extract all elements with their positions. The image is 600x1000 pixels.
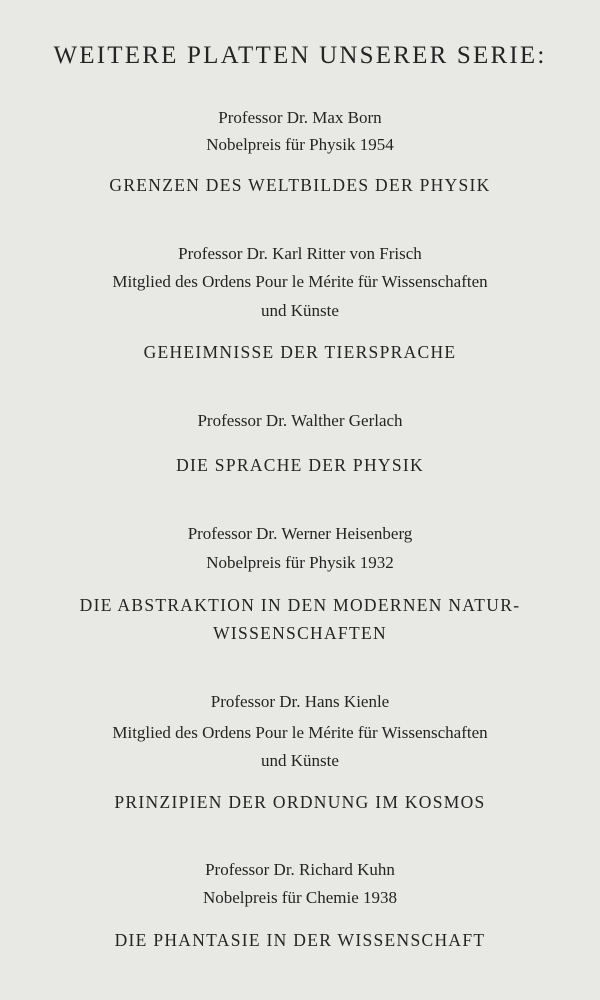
- author: Professor Dr. Richard Kuhn: [205, 860, 395, 879]
- credential: Mitglied des Ordens Pour le Mérite für Wissenschaften: [112, 723, 488, 742]
- credential: Nobelpreis für Chemie 1938: [202, 888, 398, 907]
- work-title: DIE SPRACHE DER PHYSIK: [176, 455, 424, 475]
- work-title: DIE ABSTRAKTION IN DEN MODERNEN NATUR-: [79, 595, 521, 615]
- work-title: WISSENSCHAFTEN: [213, 623, 387, 643]
- author: Professor Dr. Walther Gerlach: [197, 411, 403, 430]
- credential: und Künste: [261, 751, 339, 770]
- work-title: GRENZEN DES WELTBILDES DER PHYSIK: [109, 175, 491, 195]
- work-title: DIE PHANTASIE IN DER WISSENSCHAFT: [114, 930, 486, 950]
- author: Professor Dr. Karl Ritter von Frisch: [178, 244, 422, 263]
- author: Professor Dr. Hans Kienle: [210, 692, 390, 711]
- work-title: GEHEIMNISSE DER TIERSPRACHE: [143, 342, 457, 362]
- page-title: WEITERE PLATTEN UNSERER SERIE:: [53, 42, 547, 69]
- credential: Nobelpreis für Physik 1932: [206, 553, 394, 572]
- author: Professor Dr. Werner Heisenberg: [187, 524, 413, 543]
- credential: Mitglied des Ordens Pour le Mérite für Wissenschaften: [112, 272, 488, 291]
- author: Professor Dr. Max Born: [218, 108, 382, 127]
- credential: Nobelpreis für Physik 1954: [206, 135, 394, 154]
- work-title: PRINZIPIEN DER ORDNUNG IM KOSMOS: [114, 792, 486, 812]
- credential: und Künste: [261, 301, 339, 320]
